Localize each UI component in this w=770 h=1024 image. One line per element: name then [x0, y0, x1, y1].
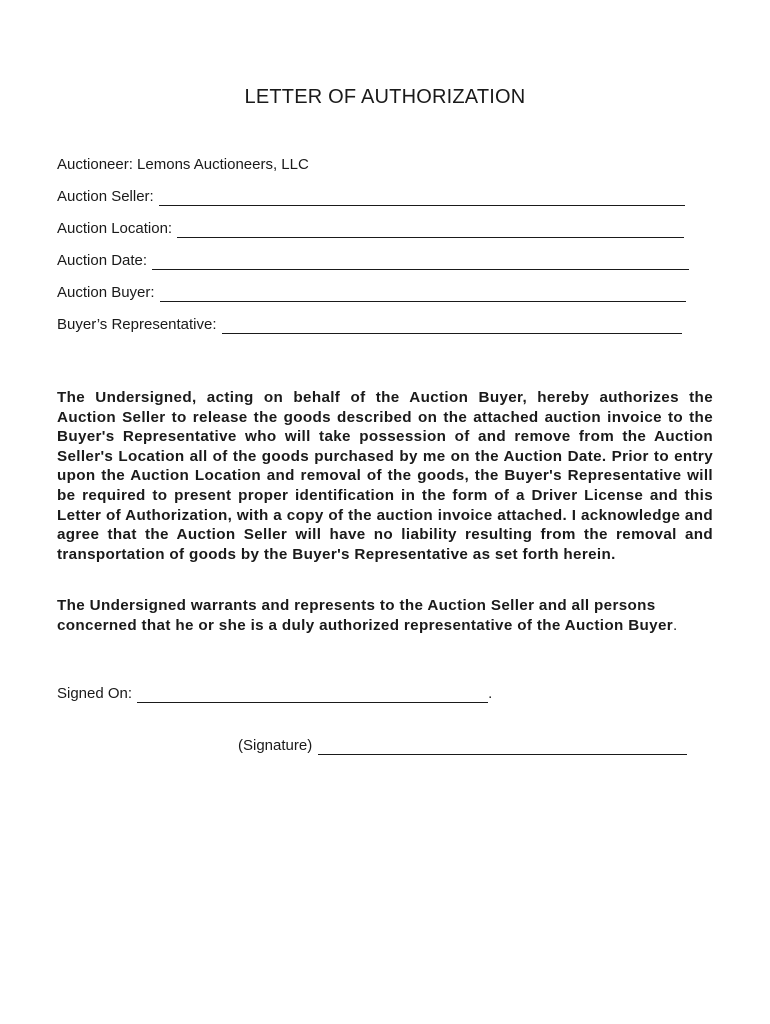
auction-seller-field: [57, 188, 685, 206]
auction-buyer-label: Auction Buyer:: [57, 284, 155, 301]
auction-buyer-field: [57, 284, 686, 302]
auction-location-blank[interactable]: [177, 224, 684, 238]
document-title: LETTER OF AUTHORIZATION: [244, 86, 526, 108]
signed-on-field: [57, 685, 492, 703]
auction-location-field: [57, 220, 684, 238]
auction-date-blank[interactable]: [152, 256, 689, 270]
buyers-representative-label: Buyer’s Representative:: [57, 316, 217, 333]
auction-seller-label: Auction Seller:: [57, 188, 154, 205]
signed-on-blank[interactable]: [137, 689, 488, 703]
auctioneer-label: Auctioneer: Lemons Auctioneers, LLC: [57, 156, 309, 173]
signature-label: (Signature): [238, 737, 313, 754]
buyers-representative-field: [57, 316, 682, 334]
auction-buyer-blank[interactable]: [160, 288, 686, 302]
warranty-paragraph-end: .: [673, 616, 678, 634]
authorization-paragraph: The Undersigned, acting on behalf of the Auction Buyer, hereby authorizes the Auction Seller to release the goods described on the attached auction invoice to the Buyer's Representative who will take possession of and remove from the Auction Seller's Location all of the goods purchased by me on the Auction Date. Prior to entry upon the Auction Location and removal of the goods, the Buyer's Representative will be required to present proper identification in the form of a Driver License and this Letter of Authorization, with a copy of the auction invoice attached. I acknowledge and agree that the Auction Seller will have no liability resulting from the removal and transportation of goods by the Buyer's Representative as set forth herein.: [57, 389, 713, 563]
auction-seller-blank[interactable]: [159, 192, 685, 206]
signature-blank[interactable]: [318, 741, 687, 755]
auctioneer-line: [57, 156, 309, 174]
signature-field: [238, 737, 687, 755]
auction-date-label: Auction Date:: [57, 252, 148, 269]
warranty-paragraph-text: The Undersigned warrants and represents to the Auction Seller and all persons concerned that he or she is a duly authorized representative of the Auction Buyer: [57, 597, 674, 634]
buyers-representative-blank[interactable]: [222, 320, 682, 334]
signed-on-end: .: [488, 685, 493, 702]
auction-location-label: Auction Location:: [57, 220, 173, 237]
signed-on-label: Signed On:: [57, 685, 133, 702]
warranty-paragraph: [57, 596, 707, 635]
auction-date-field: [57, 252, 689, 270]
